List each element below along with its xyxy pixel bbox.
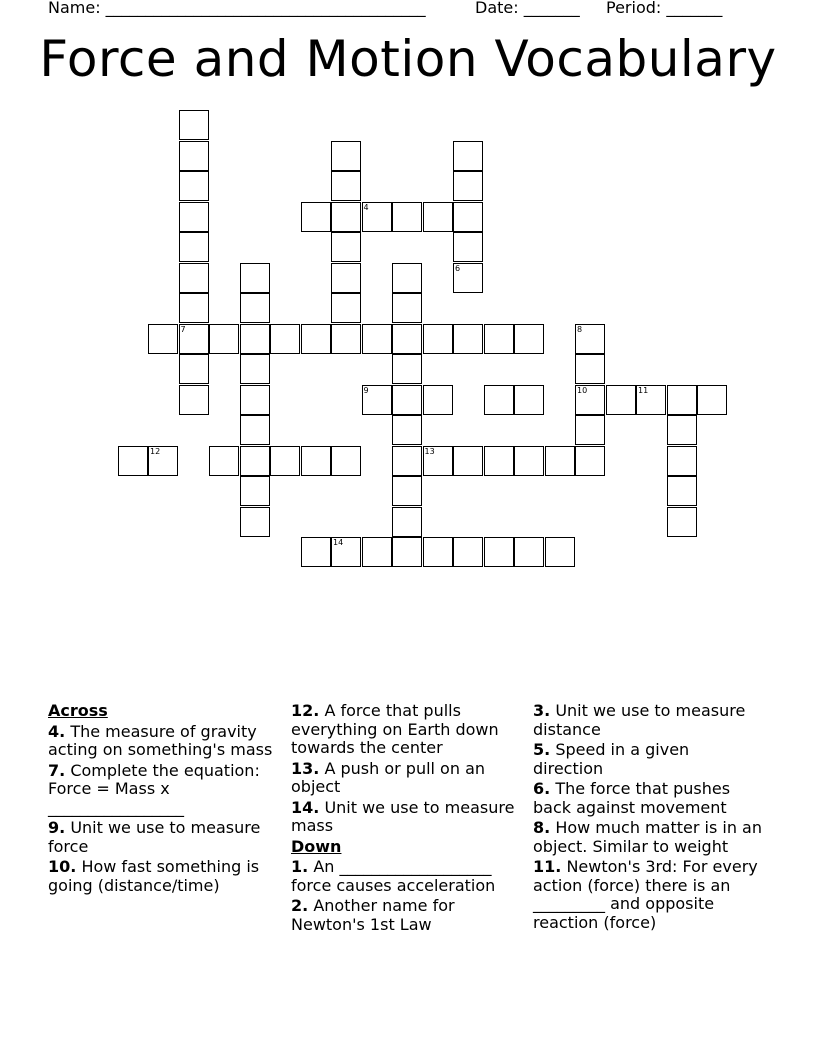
crossword-cell[interactable] — [514, 324, 544, 354]
page-title: Force and Motion Vocabulary — [39, 30, 777, 88]
across-heading: Across — [48, 701, 108, 720]
crossword-cell[interactable] — [606, 385, 636, 415]
crossword-cell[interactable] — [240, 263, 270, 293]
crossword-cell[interactable] — [453, 202, 483, 232]
crossword-cell[interactable] — [484, 324, 514, 354]
crossword-cell[interactable] — [636, 385, 666, 415]
crossword-cell[interactable] — [179, 293, 209, 323]
crossword-cell[interactable] — [453, 537, 483, 567]
crossword-cell[interactable] — [392, 263, 422, 293]
crossword-cell[interactable] — [453, 232, 483, 262]
crossword-cell[interactable] — [392, 293, 422, 323]
crossword-cell[interactable] — [514, 385, 544, 415]
crossword-cell[interactable] — [179, 110, 209, 140]
crossword-cell[interactable] — [423, 202, 453, 232]
crossword-cell[interactable] — [575, 385, 605, 415]
crossword-cell[interactable] — [240, 293, 270, 323]
across-clue-10: 10. How fast something is going (distance/time) — [48, 857, 260, 895]
crossword-cell[interactable] — [545, 446, 575, 476]
crossword-cell[interactable] — [484, 537, 514, 567]
crossword-cell[interactable] — [179, 263, 209, 293]
crossword-cell[interactable] — [392, 385, 422, 415]
crossword-cell[interactable] — [362, 324, 392, 354]
down-clue-2: 2. Another name for Newton's 1st Law — [291, 896, 455, 934]
crossword-cell[interactable] — [575, 415, 605, 445]
crossword-cell[interactable] — [331, 171, 361, 201]
crossword-cell[interactable] — [392, 476, 422, 506]
crossword-cell[interactable] — [148, 324, 178, 354]
crossword-cell[interactable] — [270, 324, 300, 354]
date-field[interactable]: Date: _______ — [475, 0, 580, 17]
crossword-cell[interactable] — [392, 202, 422, 232]
crossword-cell[interactable] — [697, 385, 727, 415]
crossword-cell[interactable] — [209, 324, 239, 354]
crossword-cell[interactable] — [331, 232, 361, 262]
crossword-cell[interactable] — [179, 141, 209, 171]
crossword-cell[interactable] — [331, 263, 361, 293]
crossword-cell[interactable] — [514, 446, 544, 476]
crossword-cell[interactable] — [240, 354, 270, 384]
down-clue-1: 1. An ___________________ force causes acceleration — [291, 857, 496, 895]
across-clue-7: 7. Complete the equation: Force = Mass x _________________ — [48, 760, 260, 817]
crossword-cell[interactable] — [453, 263, 483, 293]
crossword-cell[interactable] — [423, 537, 453, 567]
crossword-cell[interactable] — [453, 324, 483, 354]
clue-number: 11 — [638, 385, 649, 395]
across-clue-14: 14. Unit we use to measure mass — [291, 797, 515, 835]
name-field[interactable]: Name: ________________________________________ — [48, 0, 426, 17]
clue-number: 7 — [180, 324, 186, 334]
crossword-cell[interactable] — [392, 324, 422, 354]
crossword-cell[interactable] — [392, 354, 422, 384]
crossword-cell[interactable] — [179, 324, 209, 354]
crossword-cell[interactable] — [270, 446, 300, 476]
crossword-cell[interactable] — [545, 537, 575, 567]
crossword-cell[interactable] — [301, 202, 331, 232]
crossword-cell[interactable] — [240, 507, 270, 537]
crossword-cell[interactable] — [423, 385, 453, 415]
crossword-cell[interactable] — [392, 537, 422, 567]
crossword-cell[interactable] — [240, 415, 270, 445]
down-clue-11: 11. Newton's 3rd: For every action (force) there is an _________ and opposite reaction (force) — [533, 857, 758, 932]
down-clue-3: 3. Unit we use to measure distance — [533, 701, 746, 739]
across-clue-9: 9. Unit we use to measure force — [48, 818, 261, 856]
crossword-cell[interactable] — [423, 446, 453, 476]
crossword-cell[interactable] — [240, 385, 270, 415]
crossword-cell[interactable] — [453, 446, 483, 476]
clue-number: 8 — [577, 324, 583, 334]
crossword-cell[interactable] — [667, 476, 697, 506]
clue-number: 6 — [455, 263, 461, 273]
clue-number: 9 — [363, 385, 369, 395]
crossword-cell[interactable] — [301, 446, 331, 476]
clue-number: 12 — [150, 446, 161, 456]
crossword-cell[interactable] — [240, 324, 270, 354]
crossword-cell[interactable] — [392, 446, 422, 476]
down-clue-8: 8. How much matter is in an object. Similar to weight — [533, 818, 762, 856]
clue-number: 13 — [424, 446, 435, 456]
crossword-cell[interactable] — [179, 232, 209, 262]
crossword-cell[interactable] — [575, 324, 605, 354]
crossword-cell[interactable] — [484, 385, 514, 415]
down-clue-6: 6. The force that pushes back against movement — [533, 779, 731, 817]
crossword-cell[interactable] — [179, 202, 209, 232]
crossword-cell[interactable] — [179, 354, 209, 384]
crossword-cell[interactable] — [331, 293, 361, 323]
across-clue-12: 12. A force that pulls everything on Earth down towards the center — [291, 701, 499, 757]
crossword-cell[interactable] — [362, 537, 392, 567]
crossword-cell[interactable] — [240, 446, 270, 476]
crossword-cell[interactable] — [453, 141, 483, 171]
crossword-cell[interactable] — [179, 171, 209, 201]
crossword-cell[interactable] — [667, 507, 697, 537]
clue-column-2 — [291, 702, 521, 936]
crossword-cell[interactable] — [118, 446, 148, 476]
crossword-cell[interactable] — [179, 385, 209, 415]
clue-column-3 — [533, 702, 763, 934]
crossword-cell[interactable] — [423, 324, 453, 354]
down-heading: Down — [291, 836, 342, 856]
crossword-cell[interactable] — [301, 324, 331, 354]
crossword-cell[interactable] — [392, 415, 422, 445]
clue-number: 10 — [577, 385, 588, 395]
crossword-cell[interactable] — [331, 446, 361, 476]
crossword-cell[interactable] — [667, 446, 697, 476]
crossword-cell[interactable] — [453, 171, 483, 201]
crossword-cell[interactable] — [667, 385, 697, 415]
crossword-cell[interactable] — [667, 415, 697, 445]
crossword-cell[interactable] — [240, 476, 270, 506]
crossword-cell[interactable] — [331, 141, 361, 171]
across-clue-4: 4. The measure of gravity acting on something's mass — [48, 721, 273, 759]
crossword-cell[interactable] — [301, 537, 331, 567]
crossword-cell[interactable] — [209, 446, 239, 476]
crossword-cell[interactable] — [148, 446, 178, 476]
crossword-cell[interactable] — [575, 354, 605, 384]
crossword-cell[interactable] — [331, 324, 361, 354]
period-field[interactable]: Period: _______ — [606, 0, 723, 17]
crossword-cell[interactable] — [331, 537, 361, 567]
clue-number: 14 — [333, 538, 344, 547]
crossword-cell[interactable] — [575, 446, 605, 476]
down-clue-5: 5. Speed in a given direction — [533, 740, 690, 778]
clue-number: 4 — [363, 202, 369, 212]
crossword-cell[interactable] — [331, 202, 361, 232]
across-clue-13: 13. A push or pull on an object — [291, 758, 486, 796]
crossword-cell[interactable] — [392, 507, 422, 537]
clue-column-1 — [48, 702, 278, 897]
crossword-cell[interactable] — [484, 446, 514, 476]
crossword-cell[interactable] — [362, 385, 392, 415]
crossword-cell[interactable] — [514, 537, 544, 567]
crossword-cell[interactable] — [362, 202, 392, 232]
